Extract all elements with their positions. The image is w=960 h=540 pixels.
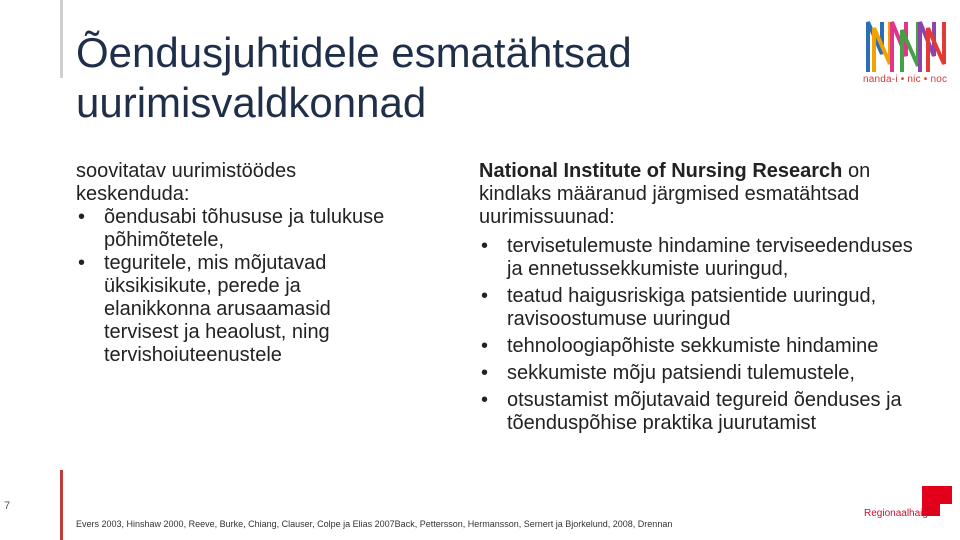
reference-text: Evers 2003, Hinshaw 2000, Reeve, Burke, Chiang, Clauser, Colpe ja Elias 2007Back, Pettersson, Hermansson, Sernert ja Bjorkelund, 2008, Drennan [76,519,673,529]
title-accent-bar [60,0,63,78]
right-bullet-item: • tehnoloogiapõhiste sekkumiste hindamine [479,335,929,358]
right-intro-bold: National Institute of Nursing Research [479,160,843,182]
left-bullet-item: • teguritele, mis mõjutavad üksikisikute, perede ja elanikkonna arusaamasid tervisest ja heaolust, ning tervishoiuteenustele [76,252,406,367]
right-intro [479,160,929,229]
page-title-line-2: uurimisvaldkonnad [76,79,427,126]
page-title-line-1: Õendusjuhtidele esmatähtsad [76,29,632,76]
left-intro-text: uurimistöödes keskenduda: [76,160,297,205]
left-bullet-list [76,206,406,367]
right-intro-text: on kindlaks määranud järgmised esmatähtsad uurimissuunad: [479,160,871,228]
left-intro-bold: soovitatav [76,160,167,182]
right-bullet-item: • sekkumiste mõju patsiendi tulemustele, [479,362,929,385]
right-bullet-item: • teatud haigusriskiga patsientide uuringud, ravisoostumuse uuringud [479,285,929,331]
regionaalhaigla-logo-cutout [940,504,954,518]
logo-caption: nanda-i • nic • noc [863,74,948,85]
left-column [76,160,406,367]
page-number: 7 [4,500,11,512]
right-bullet-list [479,235,929,435]
left-intro [76,160,406,206]
page-title [76,28,836,128]
page-accent-line [60,470,63,540]
left-bullet-item: • õendusabi tõhususe ja tulukuse põhimõtetele, [76,206,406,252]
regionaalhaigla-logo-text: Regionaalhaigla [864,508,936,519]
right-column [479,160,929,435]
right-bullet-item: • tervisetulemuste hindamine terviseedenduses ja ennetussekkumiste uuringud, [479,235,929,281]
right-bullet-item: • otsustamist mõjutavaid tegureid õenduses ja tõenduspõhise praktika juurutamist [479,389,929,435]
